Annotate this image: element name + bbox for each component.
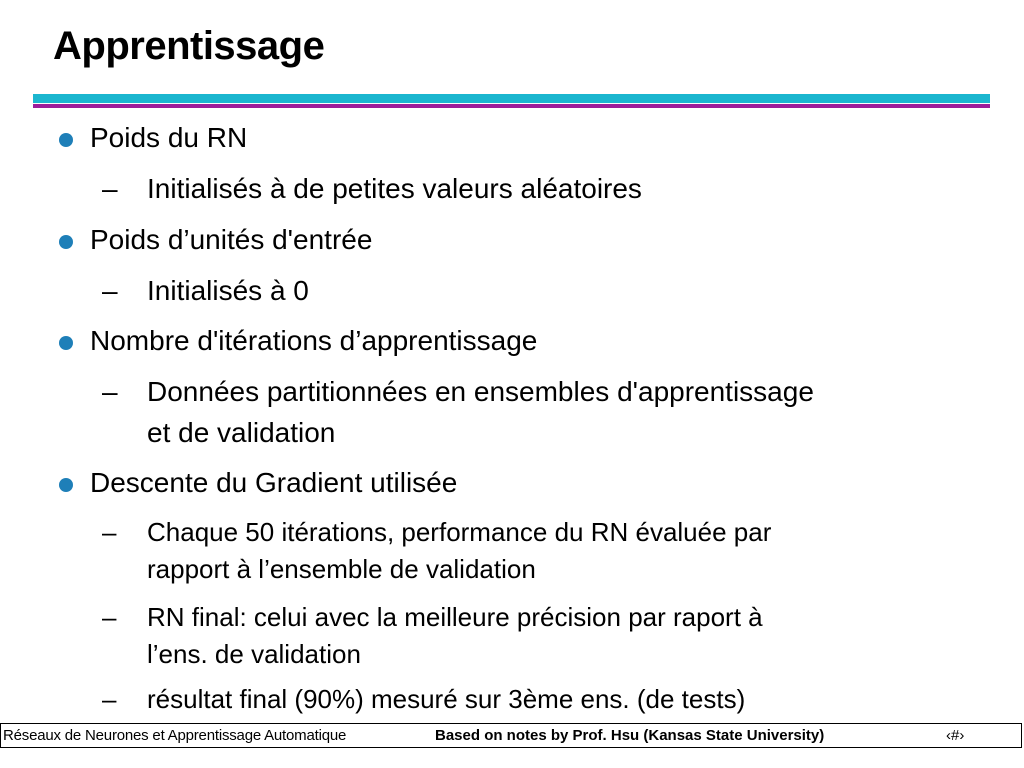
sub-bullet-text: RN final: celui avec la meilleure précision par raport à	[147, 602, 763, 632]
sub-bullet-continuation	[147, 550, 536, 588]
bullet-dot-icon	[59, 336, 73, 350]
footer-slide-number: ‹#›	[946, 727, 965, 744]
dash-icon: –	[102, 376, 118, 407]
bullet-text: Nombre d'itérations d’apprentissage	[90, 325, 538, 356]
sub-bullet-item	[102, 169, 642, 209]
bullet-text: Poids d’unités d'entrée	[90, 224, 373, 255]
bullet-item	[90, 118, 247, 158]
sub-bullet-item	[102, 598, 763, 636]
sub-bullet-text: Initialisés à de petites valeurs aléatoires	[147, 173, 642, 204]
sub-bullet-text: et de validation	[147, 417, 336, 448]
sub-bullet-item	[102, 372, 814, 412]
bullet-dot-icon	[59, 478, 73, 492]
dash-icon: –	[102, 275, 118, 306]
bullet-text: Descente du Gradient utilisée	[90, 467, 458, 498]
title-underline-top	[33, 94, 990, 103]
sub-bullet-text: Données partitionnées en ensembles d'apprentissage	[147, 376, 814, 407]
sub-bullet-text: Initialisés à 0	[147, 275, 309, 306]
sub-bullet-text: Chaque 50 itérations, performance du RN évaluée par	[147, 517, 772, 547]
sub-bullet-continuation	[147, 413, 335, 453]
slide-footer	[0, 723, 1022, 748]
bullet-item	[90, 463, 457, 503]
title-underline-bottom	[33, 104, 990, 108]
footer-credit: Based on notes by Prof. Hsu (Kansas State University)	[435, 727, 825, 744]
sub-bullet-item	[102, 271, 309, 311]
sub-bullet-text: résultat final (90%) mesuré sur 3ème ens. (de tests)	[147, 684, 746, 714]
footer-course-title: Réseaux de Neurones et Apprentissage Automatique	[3, 727, 347, 744]
slide-title: Apprentissage	[53, 24, 325, 68]
dash-icon: –	[102, 173, 118, 204]
sub-bullet-item	[102, 680, 746, 718]
bullet-item	[90, 321, 537, 361]
bullet-item	[90, 220, 372, 260]
bullet-dot-icon	[59, 133, 73, 147]
sub-bullet-text: l’ens. de validation	[147, 639, 361, 669]
bullet-text: Poids du RN	[90, 122, 248, 153]
sub-bullet-text: rapport à l’ensemble de validation	[147, 554, 536, 584]
dash-icon: –	[102, 684, 117, 714]
bullet-dot-icon	[59, 235, 73, 249]
dash-icon: –	[102, 517, 117, 547]
sub-bullet-continuation	[147, 635, 361, 673]
dash-icon: –	[102, 602, 117, 632]
sub-bullet-item	[102, 513, 772, 551]
